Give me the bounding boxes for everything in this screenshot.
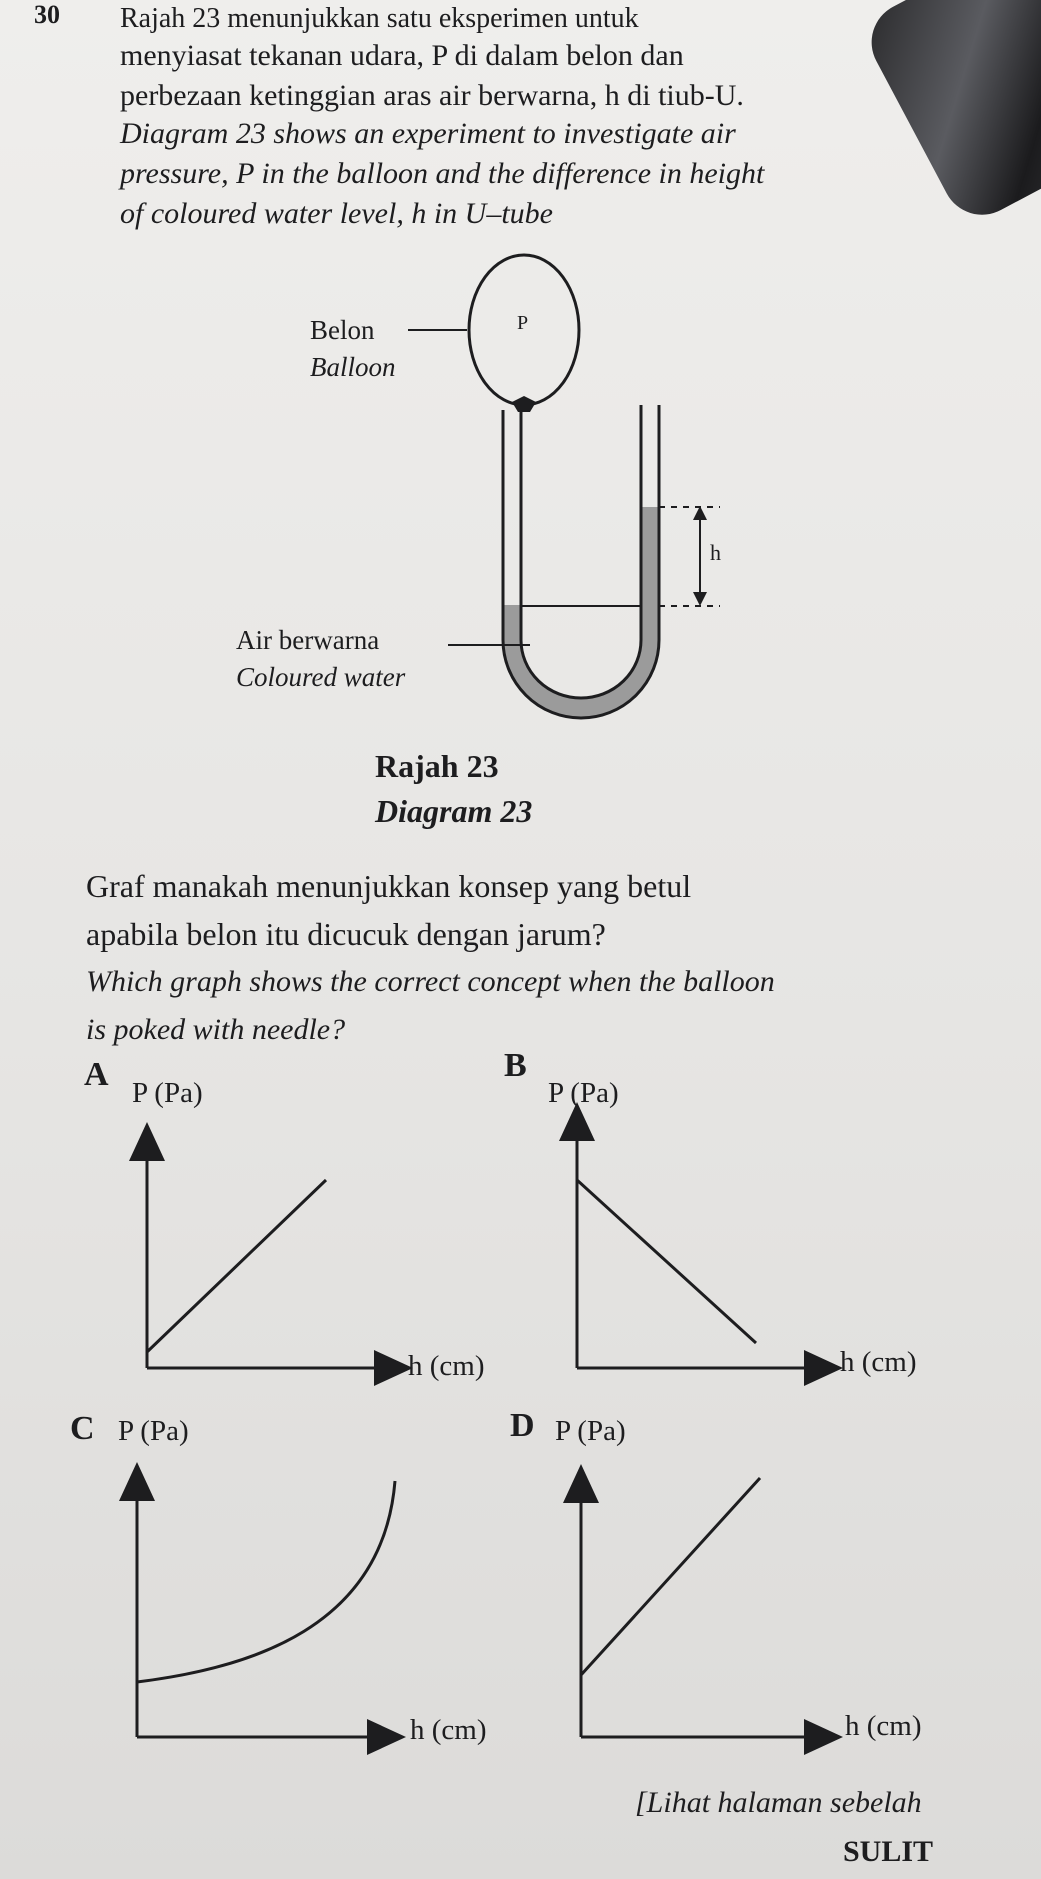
prompt-malay-line: Graf manakah menunjukkan konsep yang betul — [86, 868, 692, 904]
option-d-xlabel: h (cm) — [845, 1710, 922, 1742]
prompt-english-line: Which graph shows the correct concept when the balloon — [86, 965, 775, 998]
graph-c-curve — [137, 1481, 395, 1682]
prompt-english-line: is poked with needle? — [86, 1013, 346, 1046]
question-english-line: of coloured water level, h in U–tube — [120, 197, 553, 230]
h-label: h — [710, 540, 721, 565]
option-d-letter[interactable]: D — [510, 1407, 535, 1444]
question-english-line: pressure, P in the balloon and the difference in height — [120, 157, 765, 190]
sulit-label: SULIT — [843, 1835, 934, 1868]
next-page-note: [Lihat halaman sebelah — [635, 1786, 922, 1819]
balloon-label-malay: Belon — [310, 315, 375, 345]
option-c-letter[interactable]: C — [70, 1410, 95, 1447]
graph-a — [147, 1140, 395, 1368]
caption-malay: Rajah 23 — [375, 748, 499, 784]
question-malay-line: Rajah 23 menunjukkan satu eksperimen untuk — [120, 3, 639, 34]
balloon-label-english: Balloon — [310, 352, 396, 382]
option-c-ylabel: P (Pa) — [118, 1415, 189, 1447]
prompt-malay-line: apabila belon itu dicucuk dengan jarum? — [86, 916, 606, 952]
caption-english: Diagram 23 — [375, 793, 533, 829]
graph-b-line — [577, 1180, 756, 1343]
graph-c — [137, 1480, 395, 1737]
question-number: 30 — [34, 0, 60, 29]
question-malay-line: perbezaan ketinggian aras air berwarna, h di tiub-U. — [120, 79, 744, 112]
option-b-ylabel: P (Pa) — [548, 1077, 619, 1109]
graph-a-line — [147, 1180, 326, 1352]
option-a-ylabel: P (Pa) — [132, 1077, 203, 1109]
graph-d — [581, 1478, 825, 1737]
option-b-letter[interactable]: B — [504, 1047, 527, 1084]
question-malay-line: menyiasat tekanan udara, P di dalam belon dan — [120, 39, 684, 72]
option-a-xlabel: h (cm) — [408, 1350, 485, 1382]
water-label-malay: Air berwarna — [236, 625, 380, 655]
option-d-ylabel: P (Pa) — [555, 1415, 626, 1447]
p-label: P — [517, 312, 529, 334]
water-label-english: Coloured water — [236, 662, 406, 692]
option-b-xlabel: h (cm) — [840, 1346, 917, 1378]
question-english-line: Diagram 23 shows an experiment to investigate air — [120, 117, 736, 150]
graph-b — [577, 1120, 825, 1368]
option-a-letter[interactable]: A — [84, 1056, 109, 1093]
option-c-xlabel: h (cm) — [410, 1714, 487, 1746]
graph-d-line — [581, 1478, 760, 1675]
